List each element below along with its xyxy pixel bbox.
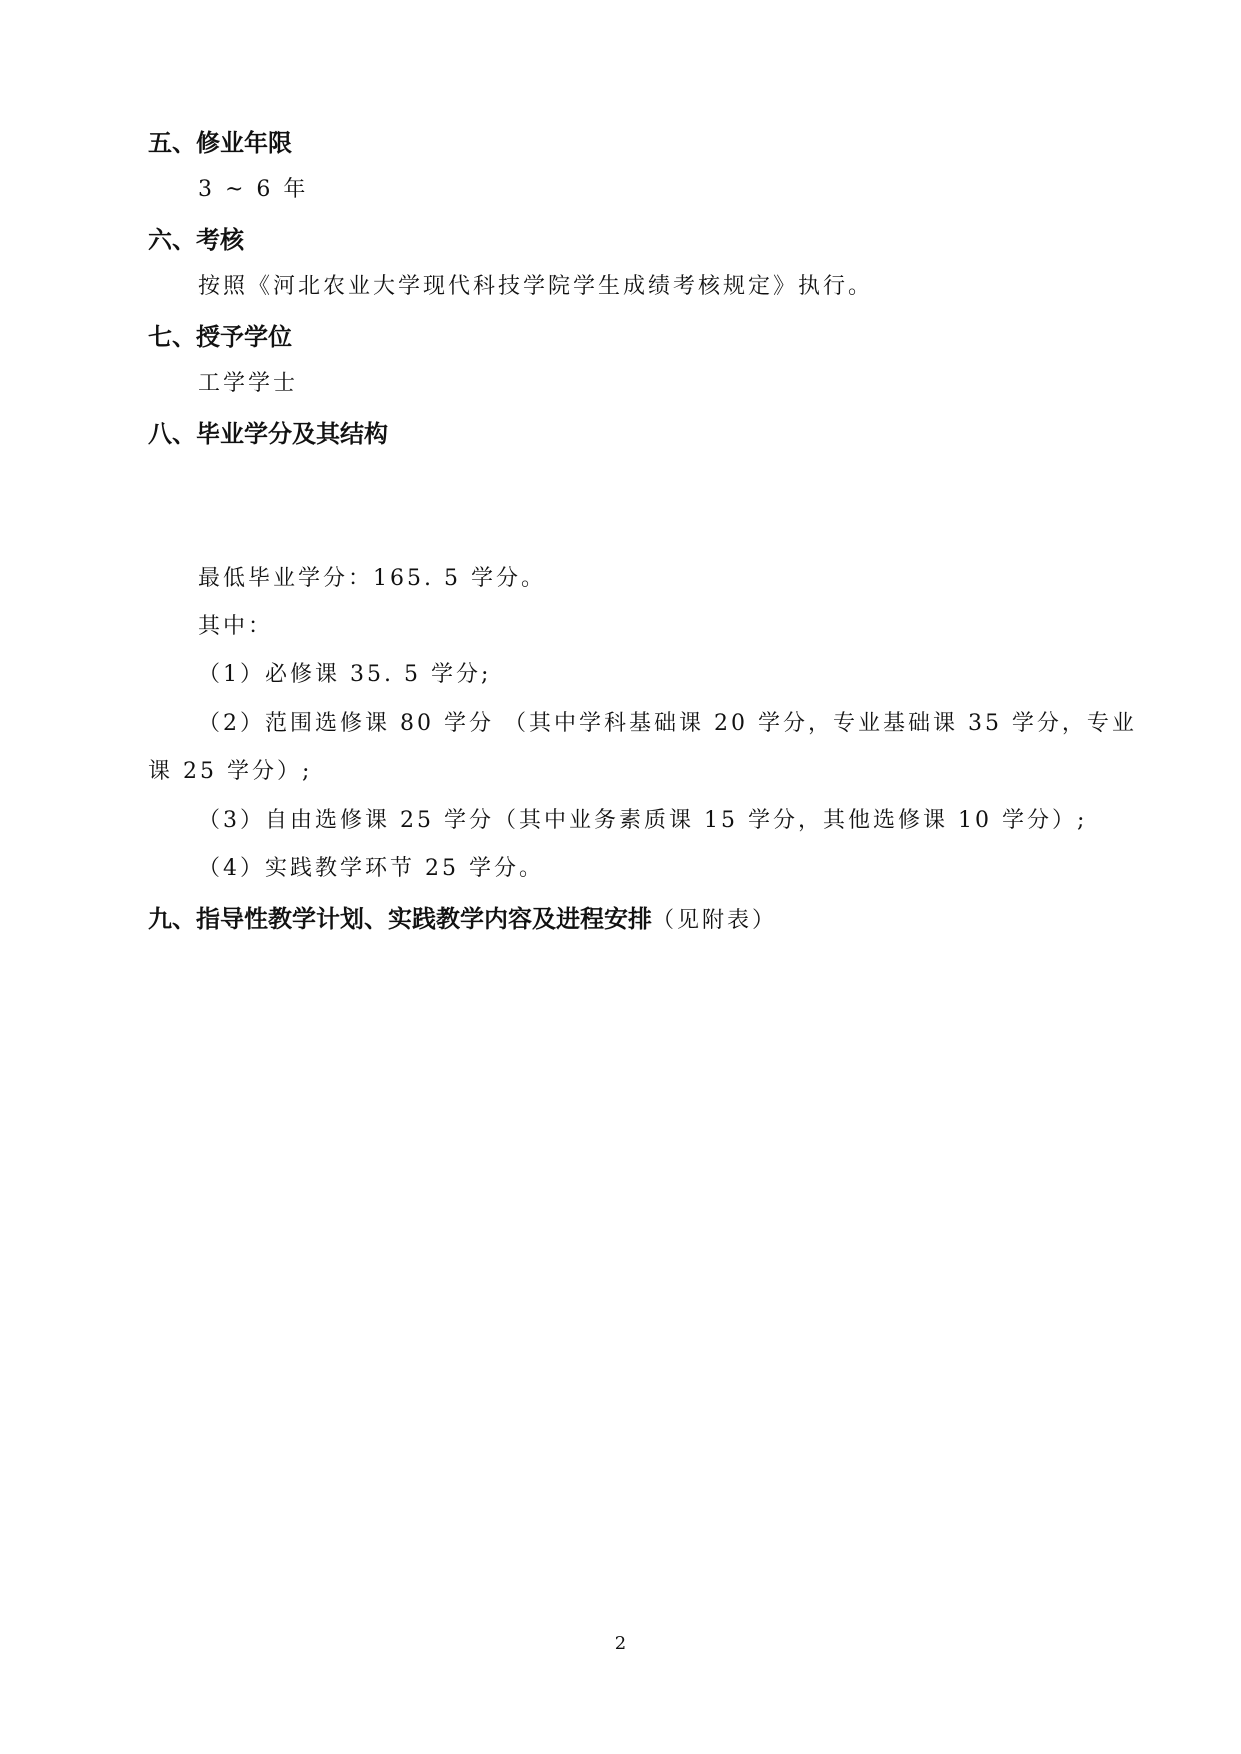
- section-heading-credits: 八、毕业学分及其结构: [148, 420, 388, 448]
- credit-item-range-elective-continued: 课 25 学分）;: [148, 759, 313, 784]
- section-heading-degree: 七、授予学位: [148, 323, 292, 351]
- min-credits-text: 最低毕业学分：165. 5 学分。: [198, 566, 546, 591]
- among-text: 其中：: [198, 614, 274, 639]
- section-heading-assessment: 六、考核: [148, 226, 244, 254]
- section-heading-duration: 五、修业年限: [148, 129, 292, 157]
- section-heading-teaching-plan: [148, 902, 777, 938]
- appendix-note: （见附表）: [652, 908, 778, 933]
- credit-item-practice: （4）实践教学环节 25 学分。: [198, 856, 544, 881]
- teaching-plan-title: 九、指导性教学计划、实践教学内容及进程安排: [148, 905, 652, 933]
- duration-text: 3 ~ 6 年: [198, 177, 309, 202]
- credit-item-free-elective: （3）自由选修课 25 学分（其中业务素质课 15 学分，其他选修课 10 学分）;: [198, 808, 1088, 833]
- assessment-text: 按照《河北农业大学现代科技学院学生成绩考核规定》执行。: [198, 274, 874, 299]
- credit-item-required: （1）必修课 35. 5 学分;: [198, 662, 492, 687]
- degree-text: 工学学士: [198, 371, 299, 396]
- page-number: 2: [614, 1633, 627, 1654]
- credit-item-range-elective: （2）范围选修课 80 学分 （其中学科基础课 20 学分，专业基础课 35 学分，专业: [198, 711, 1137, 736]
